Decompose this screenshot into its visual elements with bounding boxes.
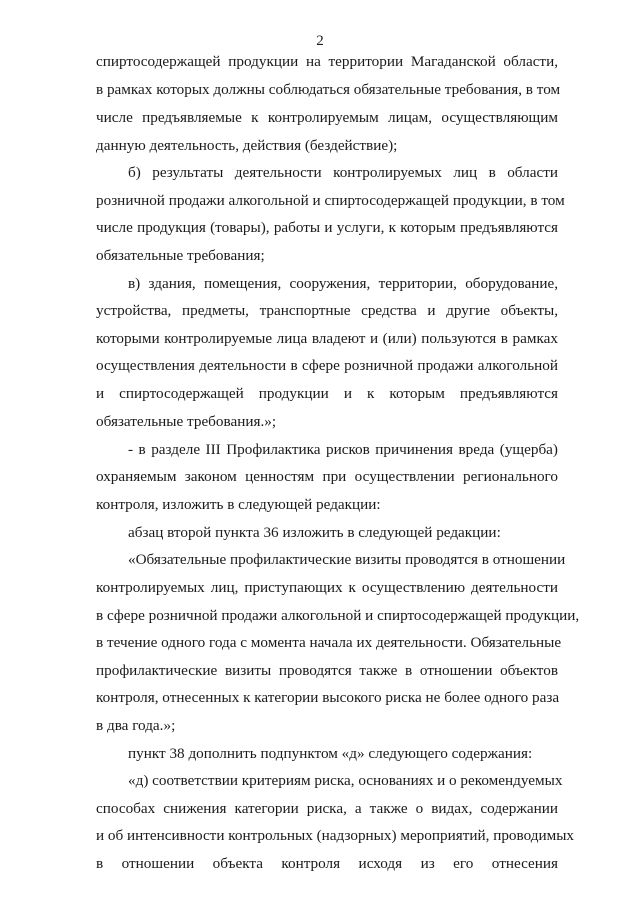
text-line: «д) соответствии критериям риска, основаниях и о рекомендуемых [128,772,563,789]
text-line: числе предъявляемые к контролируемым лицам, осуществляющим [96,109,558,126]
text-line: спиртосодержащей продукции на территории Магаданской области, [96,53,558,70]
text-line: осуществления деятельности в сфере розничной продажи алкогольной [96,357,558,374]
text-line: контроля, отнесенных к категории высокого риска не более одного раза [96,689,560,706]
text-line: в отношении объекта контроля исходя из его отнесения [96,855,558,872]
page-number: 2 [316,33,324,49]
text-line: и об интенсивности контрольных (надзорных) мероприятий, проводимых [96,827,574,844]
text-line: контроля, изложить в следующей редакции: [96,496,381,513]
text-line: данную деятельность, действия (бездействие); [96,137,398,154]
text-line: обязательные требования; [96,247,265,264]
text-line: пункт 38 дополнить подпунктом «д» следующего содержания: [128,745,533,762]
text-line: и спиртосодержащей продукции и к которым предъявляются [96,385,558,402]
text-line: в два года.»; [96,717,176,734]
text-line: в) здания, помещения, сооружения, территории, оборудование, [128,275,558,292]
text-line: абзац второй пункта 36 изложить в следующей редакции: [128,524,501,541]
text-line: в рамках которых должны соблюдаться обязательные требования, в том [96,81,561,98]
text-line: числе продукция (товары), работы и услуги, к которым предъявляются [96,219,558,236]
text-line: способах снижения категории риска, а также о видах, содержании [96,800,558,817]
text-line: устройства, предметы, транспортные средства и другие объекты, [96,302,558,319]
text-line: в сфере розничной продажи алкогольной и спиртосодержащей продукции, [96,607,580,624]
text-line: розничной продажи алкогольной и спиртосодержащей продукции, в том [96,192,565,209]
text-line: «Обязательные профилактические визиты проводятся в отношении [128,551,566,568]
text-line: б) результаты деятельности контролируемых лиц в области [128,164,558,181]
text-line: - в разделе III Профилактика рисков причинения вреда (ущерба) [128,441,558,458]
text-line: профилактические визиты проводятся также в отношении объектов [96,662,558,679]
text-line: обязательные требования.»; [96,413,277,430]
text-line: которыми контролируемые лица владеют и (или) пользуются в рамках [96,330,558,347]
text-line: контролируемых лиц, приступающих к осуществлению деятельности [96,579,558,596]
text-line: охраняемым законом ценностям при осуществлении регионального [96,468,558,485]
text-line: в течение одного года с момента начала их деятельности. Обязательные [96,634,562,651]
